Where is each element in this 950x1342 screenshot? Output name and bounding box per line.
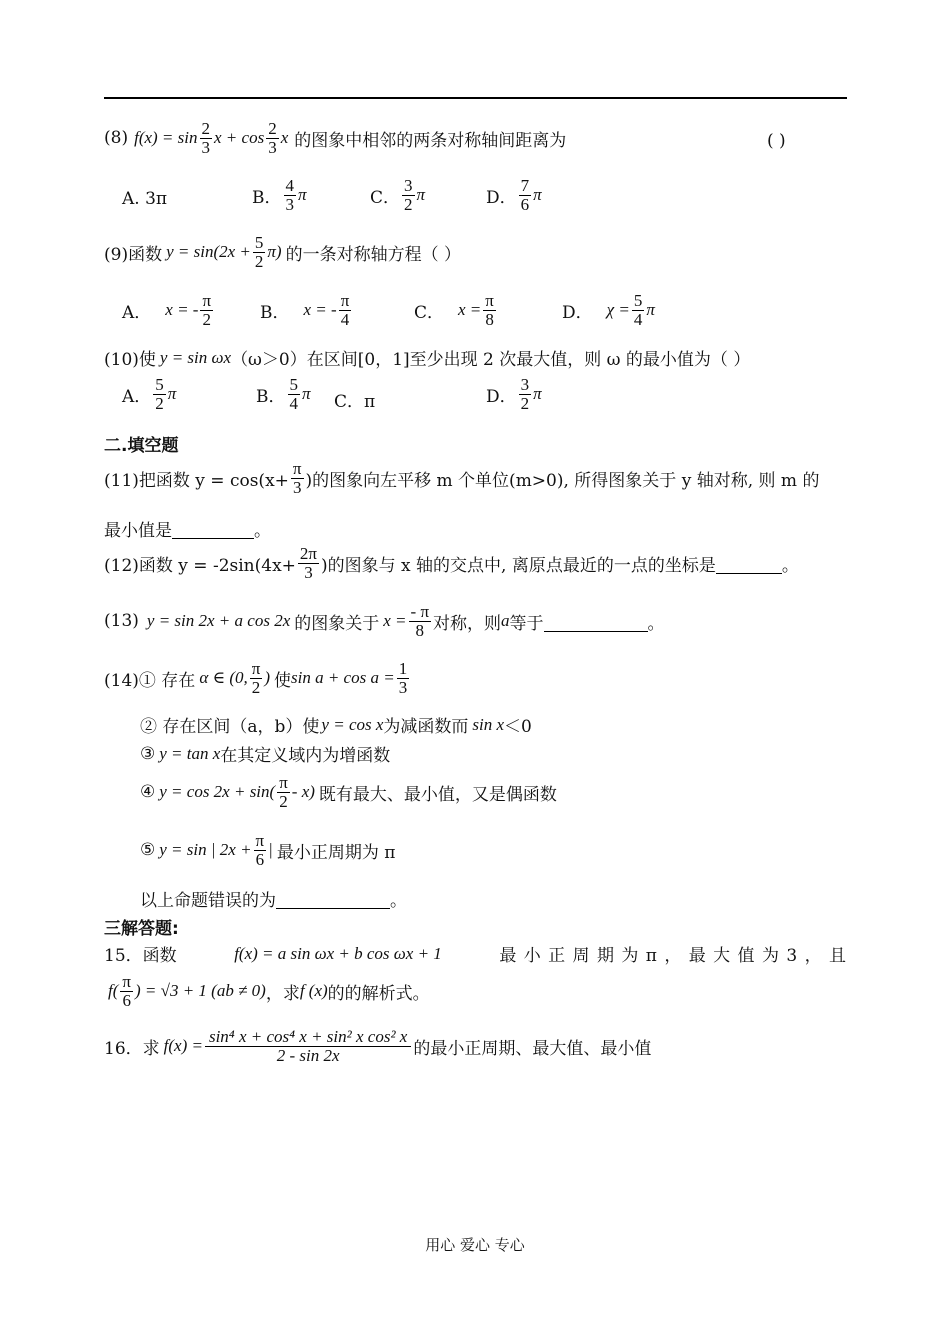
q9-option-b[interactable]: B． x = - $\frac{\pi}{4}$ — [260, 291, 350, 329]
q12-blank[interactable] — [716, 553, 782, 574]
q14-item-4: ④ y = cos 2x + sin( $\frac{\pi}{2}$ - x) 既有最大、最小值，又是偶函数 — [140, 773, 557, 811]
q14-blank[interactable] — [276, 888, 390, 909]
section-solutions: 三解答题: — [104, 919, 179, 939]
q8-frac2: $\frac{2}{3}$ — [268, 119, 277, 157]
q8-expr-c: x — [280, 128, 289, 148]
q8-expr-b: x + cos — [214, 128, 265, 148]
q10-option-c[interactable]: C．π — [334, 392, 376, 412]
q9-option-d[interactable]: D． χ = $\frac{5}{4}$ π — [562, 291, 655, 329]
q14-conclusion: 以上命题错误的为 。 — [140, 886, 407, 911]
q9-option-a[interactable]: A． x = - $\frac{\pi}{2}$ — [122, 291, 212, 329]
question-9: (9)函数 y = sin(2x + $\frac{5}{2}$ π) 的一条对称轴方程（ ） — [104, 233, 461, 271]
page-footer: 用心 爱心 专心 — [425, 1236, 525, 1254]
q10-option-a[interactable]: A． $\frac{5}{2}$ π — [122, 375, 177, 413]
q9-option-c[interactable]: C． x = $\frac{\pi}{8}$ — [414, 291, 494, 329]
question-10: (10)使 y = sin ωx （ω＞0）在区间[0，1]至少出现 2 次最大值，则 ω 的最小值为（ ） — [104, 347, 751, 370]
question-13: (13) y = sin 2x + a cos 2x 的图象关于 x = $\frac{- \pi}{8}$ 对称，则 a 等于 。 — [104, 602, 665, 640]
q8-frac1: $\frac{2}{3}$ — [201, 119, 210, 157]
section-fill-in: 二.填空题 — [104, 436, 179, 456]
q8-option-d[interactable]: D． $\frac{7}{6}$ π — [486, 176, 542, 214]
q8-text: 的图象中相邻的两条对称轴间距离为 — [294, 130, 567, 151]
q8-option-a[interactable]: A. 3π — [122, 189, 168, 209]
q13-blank[interactable] — [544, 611, 648, 632]
question-16: 16．求 f(x) = $\frac{\text{sin⁴ x + cos⁴ x + sin² x cos² x}}{2 - \sin 2x}$ 的最小正周期、最大值、最小值 — [104, 1027, 652, 1065]
q14-item-2: ② 存在区间（a，b）使 y = cos x 为减函数而 sin x ＜0 — [140, 714, 532, 737]
q11-blank[interactable] — [172, 518, 254, 539]
q8-answer-paren: ( ) — [767, 131, 786, 151]
question-14: (14)① 存在 α ∈ (0, $\frac{\pi}{2}$ ) 使 sin a + cos a = $\frac{1}{3}$ — [104, 659, 408, 697]
q8-expr: f(x) = sin — [134, 128, 198, 148]
question-15: 15．函数 f(x) = a sin ωx + b cos ωx + 1 最 小 正 周 期 为 π ， 最 大 值 为 3 ， 且 — [104, 943, 847, 966]
question-11: (11)把函数 y = cos(x+ $\frac{\pi}{3}$ )的图象向左平移 m 个单位(m>0), 所得图象关于 y 轴对称, 则 m 的 — [104, 459, 820, 497]
q8-option-c[interactable]: C． $\frac{3}{2}$ π — [370, 176, 426, 214]
q14-item-5: ⑤ y = sin | 2x + $\frac{\pi}{6}$ | 最小正周期为 π — [140, 831, 396, 869]
question-8 — [104, 120, 566, 157]
q8-label: (8) — [104, 128, 129, 149]
q10-option-d[interactable]: D． $\frac{3}{2}$ π — [486, 375, 542, 413]
question-11-line2: 最小值是 。 — [104, 516, 271, 541]
question-12: (12)函数 y = -2sin(4x+ $\frac{2\pi}{3}$ )的图象与 x 轴的交点中, 离原点最近的一点的坐标是 。 — [104, 544, 799, 582]
q8-option-b[interactable]: B． $\frac{4}{3}$ π — [252, 176, 307, 214]
q10-option-b[interactable]: B． $\frac{5}{4}$ π — [256, 375, 311, 413]
question-15-line2: f( $\frac{\pi}{6}$ ) = √3 + 1 (ab ≠ 0) ，求 f (x) 的的解析式。 — [108, 972, 430, 1010]
q14-item-3: ③ y = tan x 在其定义域内为增函数 — [140, 743, 391, 766]
header-rule — [104, 97, 847, 99]
